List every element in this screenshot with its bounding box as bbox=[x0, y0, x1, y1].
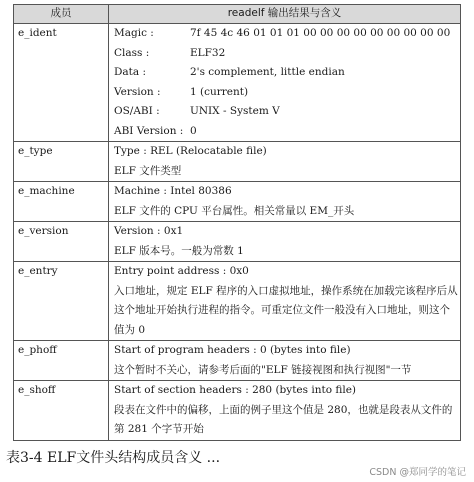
table-row bbox=[14, 24, 461, 142]
output-line: Machine : Intel 80386 bbox=[114, 185, 232, 197]
member-cell: e_machine bbox=[14, 182, 109, 222]
kv-key: Data : bbox=[114, 66, 147, 78]
output-line: 第 281 个字节开始 bbox=[114, 423, 204, 435]
output-cell bbox=[109, 341, 461, 381]
header-output: readelf 输出结果与含义 bbox=[109, 5, 461, 24]
kv-line bbox=[109, 122, 460, 142]
member-cell: e_ident bbox=[14, 24, 109, 142]
output-line: Start of section headers : 280 (bytes into file) bbox=[114, 384, 357, 396]
kv-key: Class : bbox=[114, 46, 150, 59]
output-line: 段表在文件中的偏移，上面的例子里这个值是 280，也就是段表从文件的 bbox=[114, 403, 453, 416]
kv-line bbox=[109, 83, 460, 103]
output-line: 入口地址，规定 ELF 程序的入口虚拟地址，操作系统在加载完该程序后从 bbox=[114, 284, 458, 297]
output-line: Type : REL (Relocatable file) bbox=[114, 145, 267, 157]
kv-key: Version : bbox=[114, 85, 161, 98]
table-header-row bbox=[14, 5, 461, 24]
table-row bbox=[14, 222, 461, 262]
kv-value: 1 (current) bbox=[190, 85, 249, 98]
table-row bbox=[14, 381, 461, 441]
output-cell bbox=[109, 182, 461, 222]
output-line: 这个暂时不关心，请参考后面的"ELF 链接视图和执行视图"一节 bbox=[114, 363, 412, 376]
kv-line bbox=[109, 102, 460, 122]
member-cell: e_version bbox=[14, 222, 109, 262]
elf-header-table bbox=[13, 4, 461, 441]
csdn-watermark: CSDN @郑同学的笔记 bbox=[369, 467, 466, 478]
kv-line bbox=[109, 24, 460, 44]
output-cell bbox=[109, 142, 461, 182]
output-line: 这个地址开始执行进程的指令。可重定位文件一般没有入口地址，则这个 bbox=[114, 304, 450, 316]
output-line: Entry point address : 0x0 bbox=[114, 265, 249, 277]
output-line: ELF 文件的 CPU 平台属性。相关常量以 EM_开头 bbox=[114, 204, 355, 217]
output-line: Version : 0x1 bbox=[114, 225, 184, 237]
output-cell bbox=[109, 222, 461, 262]
table-row bbox=[14, 142, 461, 182]
kv-value: 2's complement, little endian bbox=[190, 66, 345, 78]
kv-key: ABI Version : bbox=[114, 124, 184, 137]
member-cell: e_phoff bbox=[14, 341, 109, 381]
kv-value: ELF32 bbox=[190, 46, 226, 59]
output-line: ELF 文件类型 bbox=[114, 164, 182, 177]
output-line: ELF 版本号。一般为常数 1 bbox=[114, 244, 244, 257]
kv-value: UNIX - System V bbox=[190, 105, 280, 117]
output-cell bbox=[109, 381, 461, 441]
member-cell: e_entry bbox=[14, 262, 109, 341]
member-cell: e_type bbox=[14, 142, 109, 182]
kv-line bbox=[109, 63, 460, 83]
kv-line bbox=[109, 44, 460, 64]
table-caption: 表3-4 ELF文件头结构成员含义 ... bbox=[6, 450, 221, 466]
member-cell: e_shoff bbox=[14, 381, 109, 441]
output-cell bbox=[109, 262, 461, 341]
output-line: 值为 0 bbox=[114, 323, 146, 336]
header-member: 成员 bbox=[14, 5, 109, 24]
table-row bbox=[14, 262, 461, 341]
kv-value: 7f 45 4c 46 01 01 01 00 00 00 00 00 00 00 00 00 bbox=[190, 27, 451, 39]
output-line: Start of program headers : 0 (bytes into file) bbox=[114, 344, 351, 356]
kv-key: OS/ABI : bbox=[114, 105, 160, 117]
table-row bbox=[14, 341, 461, 381]
table-row bbox=[14, 182, 461, 222]
output-cell bbox=[109, 24, 461, 142]
kv-value: 0 bbox=[190, 124, 197, 137]
kv-key: Magic : bbox=[114, 27, 154, 39]
